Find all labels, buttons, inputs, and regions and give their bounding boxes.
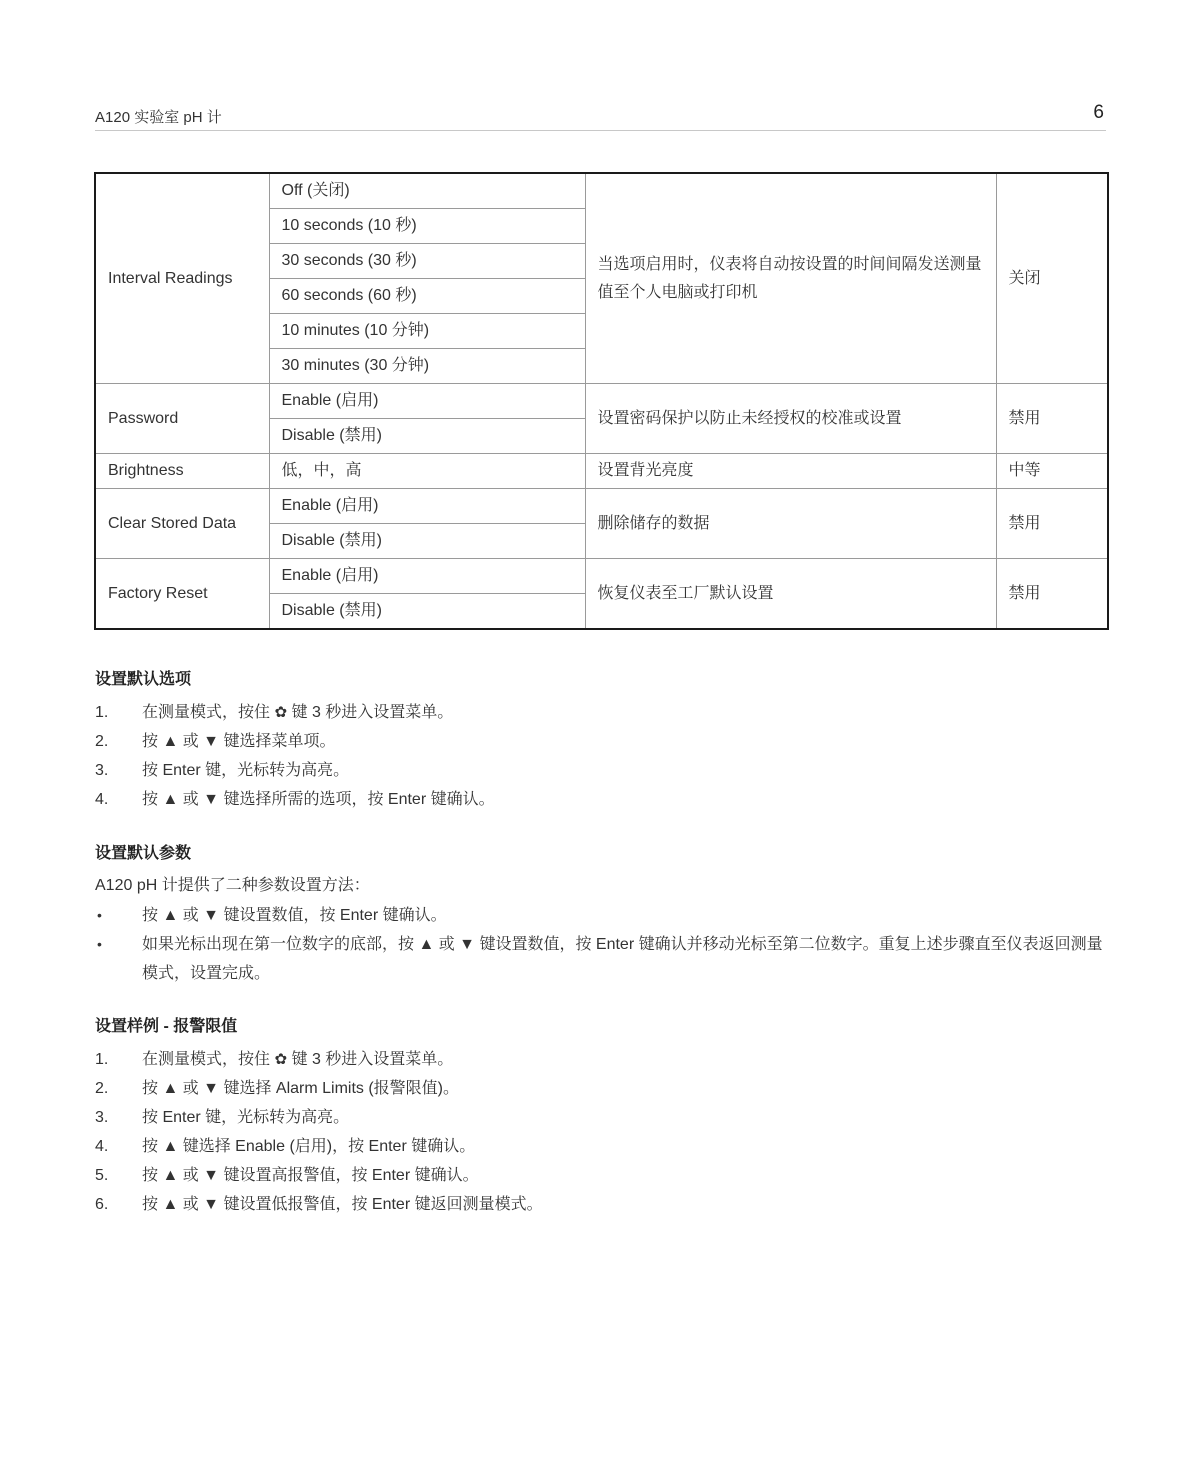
bullet-icon: • <box>97 936 102 952</box>
description-cell: 当选项启用时，仪表将自动按设置的时间间隔发送测量值至个人电脑或打印机 <box>585 173 996 384</box>
step-text: 键 3 秒进入设置菜单。 <box>291 1051 454 1068</box>
step-text: 按 ▲ 或 ▼ 键选择菜单项。 <box>142 733 336 750</box>
option-cell: Enable (启用) <box>269 559 585 594</box>
description-cell: 设置背光亮度 <box>585 454 996 489</box>
step-number: 6. <box>95 1196 109 1213</box>
step-text: 按 ▲ 或 ▼ 键设置低报警值，按 Enter 键返回测量模式。 <box>142 1196 543 1213</box>
page-header <box>95 100 1106 131</box>
table-row <box>95 559 1108 594</box>
option-cell: Enable (启用) <box>269 384 585 419</box>
description-cell: 设置密码保护以防止未经授权的校准或设置 <box>585 384 996 454</box>
step-number: 4. <box>95 1138 109 1155</box>
section-heading: 设置默认选项 <box>95 671 192 688</box>
gear-icon: ✿ <box>274 1051 288 1068</box>
option-cell: 30 seconds (30 秒) <box>269 244 585 279</box>
step-text: 按 ▲ 或 ▼ 键选择 Alarm Limits (报警限值)。 <box>142 1080 460 1097</box>
list-item <box>95 1190 1107 1219</box>
step-number: 2. <box>95 1080 109 1097</box>
intro-text: A120 pH 计提供了二种参数设置方法： <box>95 877 370 894</box>
default-cell: 中等 <box>996 454 1108 489</box>
list-item <box>95 1132 1107 1161</box>
page-number: 6 <box>1093 102 1104 123</box>
bullet-text: 如果光标出现在第一位数字的底部，按 ▲ 或 ▼ 键设置数值，按 Enter 键确认并移动光标至第二位数字。重复上述步骤直至仪表返回测量模式，设置完成。 <box>142 936 1103 982</box>
list-item <box>95 1074 1107 1103</box>
section-alarm-limits-example <box>95 1015 1107 1219</box>
document-title: A120 实验室 pH 计 <box>95 109 222 126</box>
option-cell: 60 seconds (60 秒) <box>269 279 585 314</box>
parameter-name: Clear Stored Data <box>95 489 269 559</box>
step-text: 按 ▲ 或 ▼ 键选择所需的选项，按 Enter 键确认。 <box>142 791 495 808</box>
default-cell: 禁用 <box>996 489 1108 559</box>
section-heading: 设置默认参数 <box>95 845 192 862</box>
step-number: 3. <box>95 1109 109 1126</box>
table-row <box>95 173 1108 209</box>
step-number: 4. <box>95 791 109 808</box>
bullet-text: 按 ▲ 或 ▼ 键设置数值，按 Enter 键确认。 <box>142 907 447 924</box>
list-item <box>95 698 1107 727</box>
option-cell: 10 minutes (10 分钟) <box>269 314 585 349</box>
step-text: 按 ▲ 键选择 Enable (启用)，按 Enter 键确认。 <box>142 1138 476 1155</box>
step-number: 1. <box>95 1051 109 1068</box>
default-cell: 关闭 <box>996 173 1108 384</box>
bullet-icon: • <box>97 907 102 923</box>
table-row <box>95 454 1108 489</box>
step-number: 1. <box>95 704 109 721</box>
table-row <box>95 384 1108 419</box>
option-cell: 30 minutes (30 分钟) <box>269 349 585 384</box>
step-number: 3. <box>95 762 109 779</box>
list-item <box>95 1161 1107 1190</box>
option-cell: 低，中，高 <box>269 454 585 489</box>
option-cell: Disable (禁用) <box>269 524 585 559</box>
step-number: 2. <box>95 733 109 750</box>
table-row <box>95 489 1108 524</box>
step-text: 按 Enter 键，光标转为高亮。 <box>142 762 350 779</box>
option-cell: 10 seconds (10 秒) <box>269 209 585 244</box>
step-text: 按 ▲ 或 ▼ 键设置高报警值，按 Enter 键确认。 <box>142 1167 479 1184</box>
list-item <box>95 785 1107 814</box>
option-cell: Off (关闭) <box>269 173 585 209</box>
list-item <box>95 1045 1107 1074</box>
settings-table <box>94 172 1109 630</box>
list-item <box>95 1103 1107 1132</box>
list-item <box>95 930 1107 988</box>
parameter-name: Brightness <box>95 454 269 489</box>
description-cell: 删除储存的数据 <box>585 489 996 559</box>
section-default-options <box>95 668 1107 814</box>
option-cell: Disable (禁用) <box>269 419 585 454</box>
list-item <box>95 901 1107 930</box>
gear-icon: ✿ <box>274 704 288 721</box>
list-item <box>95 727 1107 756</box>
section-heading: 设置样例 - 报警限值 <box>95 1018 238 1035</box>
step-text: 在测量模式，按住 <box>142 704 271 721</box>
step-number: 5. <box>95 1167 109 1184</box>
parameter-name: Interval Readings <box>95 173 269 384</box>
option-cell: Enable (启用) <box>269 489 585 524</box>
parameter-name: Factory Reset <box>95 559 269 630</box>
list-item <box>95 756 1107 785</box>
default-cell: 禁用 <box>996 559 1108 630</box>
step-text: 键 3 秒进入设置菜单。 <box>291 704 454 721</box>
step-text: 在测量模式，按住 <box>142 1051 271 1068</box>
option-cell: Disable (禁用) <box>269 594 585 630</box>
section-default-parameters <box>95 842 1107 988</box>
step-text: 按 Enter 键，光标转为高亮。 <box>142 1109 350 1126</box>
description-cell: 恢复仪表至工厂默认设置 <box>585 559 996 630</box>
default-cell: 禁用 <box>996 384 1108 454</box>
parameter-name: Password <box>95 384 269 454</box>
